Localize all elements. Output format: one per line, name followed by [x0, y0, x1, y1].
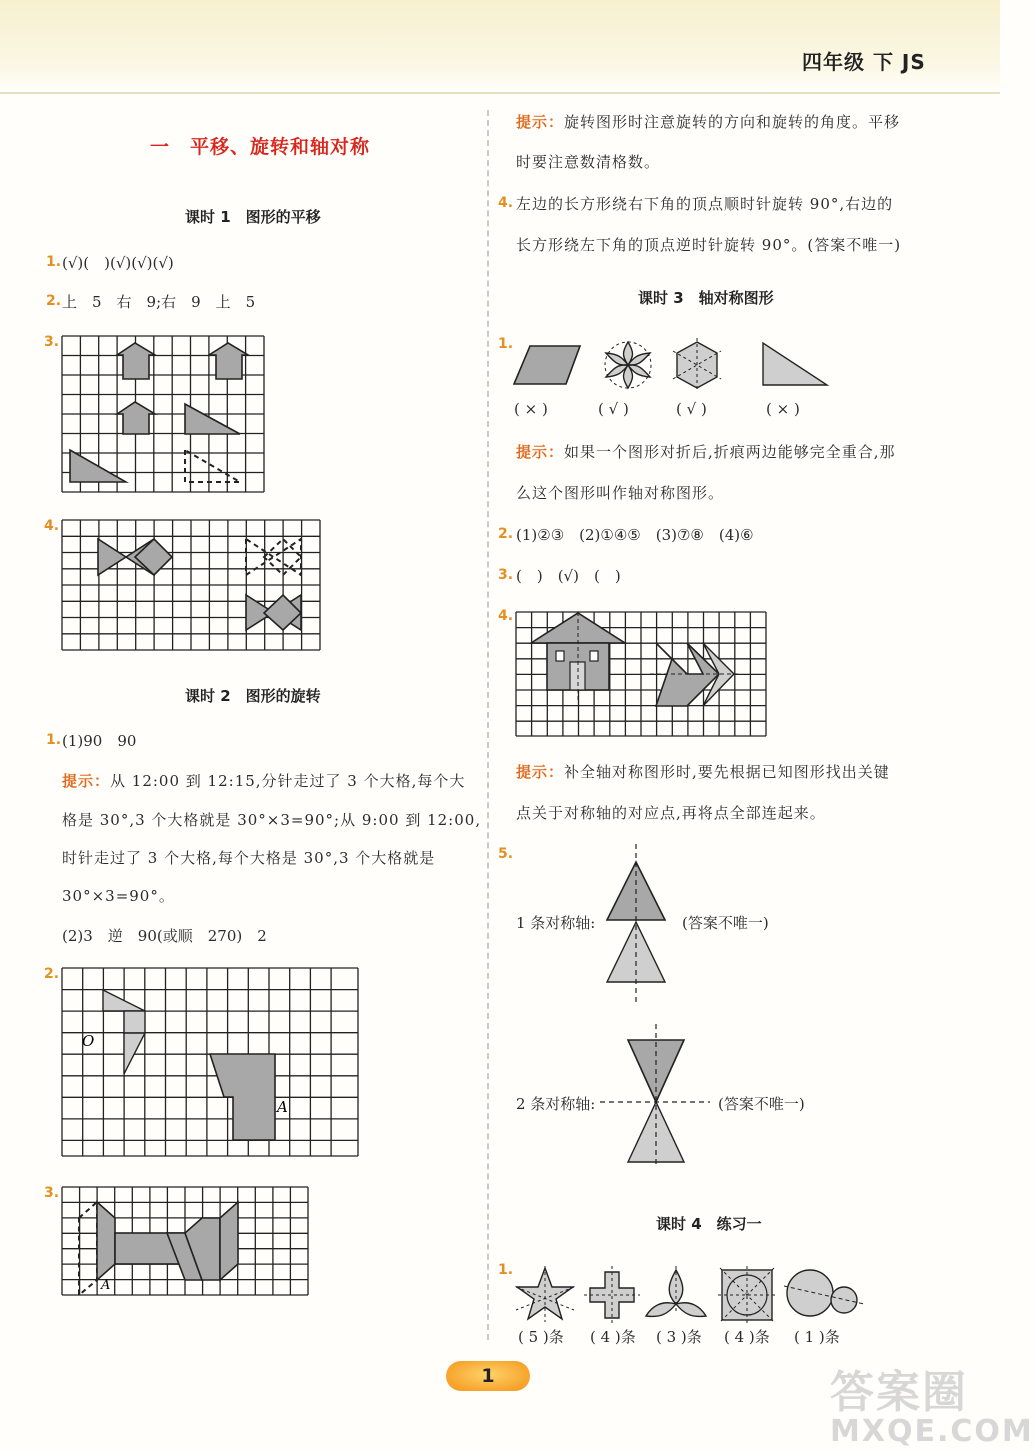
hint-line-2: 时要注意数清格数。: [516, 153, 661, 171]
triangle-dashed: [185, 450, 240, 482]
leaf-shape: [646, 1266, 706, 1317]
flower-shape: [605, 342, 651, 388]
l3-q1-shapes: [510, 338, 835, 396]
one-axis-label: 1 条对称轴:: [516, 914, 596, 932]
grid-lines: [62, 520, 320, 650]
not-unique-note: (答案不唯一): [682, 914, 769, 932]
l1-q2-answer: 上 5 右 9;右 9 上 5: [62, 293, 256, 311]
parallelogram-shape: [514, 346, 580, 384]
arrow-shape: [117, 343, 155, 379]
parallelogram-shape: [220, 1202, 238, 1280]
hint-line-1: [516, 763, 890, 781]
two-axes-label: 2 条对称轴:: [516, 1095, 596, 1113]
l3-q5-two-axes-figure: [598, 1022, 712, 1170]
parallelogram-shape: [97, 1202, 115, 1280]
hint-line-1: [62, 772, 465, 790]
hint-text: 从 12:00 到 12:15,分针走过了 3 个大格,每个大: [110, 772, 466, 790]
hint-line-2: 格是 30°,3 个大格就是 30°×3=90°;从 9:00 到 12:00,: [62, 811, 482, 829]
point-label-A: A: [101, 1278, 111, 1293]
check-mark: ( √ ): [676, 400, 707, 418]
not-unique-note: (答案不唯一): [718, 1095, 805, 1113]
watermark-line-2: MXQE.COM: [830, 1414, 1034, 1449]
check-mark: ( × ): [514, 400, 548, 418]
header-rule: [0, 92, 1000, 94]
axis-count: ( 5 )条: [518, 1328, 564, 1346]
hint-label: 提示：: [516, 763, 565, 781]
l2-q1-part2: (2)3 逆 90(或顺 270) 2: [62, 927, 267, 945]
axis-count: ( 1 )条: [794, 1328, 840, 1346]
square-shape: [718, 1266, 776, 1324]
q-number: 4.: [498, 608, 514, 624]
check-mark: ( √ ): [598, 400, 629, 418]
q-number: 2.: [46, 293, 62, 309]
hint-line-2: 么这个图形叫作轴对称图形。: [516, 484, 725, 502]
point-label-O: O: [82, 1032, 95, 1050]
chapter-title: 一 平移、旋转和轴对称: [150, 136, 371, 158]
triangle-shape: [763, 343, 827, 385]
q-number: 3.: [44, 334, 60, 350]
q-number: 1.: [498, 336, 514, 352]
watermark-line-1: 答案圈: [830, 1367, 968, 1418]
hint-line-1: [516, 113, 900, 131]
hint-line-3: 时针走过了 3 个大格,每个大格是 30°,3 个大格就是: [62, 849, 436, 867]
hint-text: 补全轴对称图形时,要先根据已知图形找出关键: [564, 763, 890, 781]
l2-q3-grid: [60, 1185, 310, 1297]
lesson-4-heading: 课时 4 练习一: [656, 1215, 762, 1233]
hint-text: 如果一个图形对折后,折痕两边能够完全重合,那: [564, 443, 896, 461]
l3-q3-answer: ( ) (√) ( ): [516, 567, 621, 585]
check-mark: ( × ): [766, 400, 800, 418]
star-shape: [516, 1266, 574, 1322]
hint-text: 旋转图形时注意旋转的方向和旋转的角度。平移: [564, 113, 901, 131]
hexagon-shape: [673, 338, 721, 392]
l1-q1-answer: (√)( )(√)(√)(√): [62, 254, 174, 272]
l1-q3-translation-grid: [60, 334, 266, 494]
l2-q4-line-2: 长方形绕左下角的顶点逆时针旋转 90°。(答案不唯一): [516, 236, 902, 254]
circles-shape: [784, 1270, 864, 1316]
axis-count: ( 3 )条: [656, 1328, 702, 1346]
cross-shape: [584, 1266, 640, 1324]
arrow-shape: [209, 343, 248, 379]
point-label-A: A: [277, 1098, 288, 1116]
l2-q4-line-1: 左边的长方形绕右下角的顶点顺时针旋转 90°,右边的: [516, 195, 894, 213]
lesson-3-heading: 课时 3 轴对称图形: [638, 289, 774, 307]
hint-line-2: 点关于对称轴的对应点,再将点全部连起来。: [516, 804, 826, 822]
hint-label: 提示：: [516, 443, 565, 461]
lesson-2-heading: 课时 2 图形的旋转: [185, 687, 321, 705]
column-divider: [487, 110, 489, 1340]
house-shape: [531, 612, 625, 702]
l3-q5-one-axis-figure: [590, 840, 680, 1010]
q-number: 5.: [498, 846, 514, 862]
rect-shape: [124, 1011, 145, 1033]
q-number: 4.: [44, 518, 60, 534]
l2-q1-part1: (1)90 90: [62, 732, 137, 750]
q-number: 2.: [44, 966, 60, 982]
triangle-shape: [124, 1033, 145, 1074]
q-number: 3.: [44, 1185, 60, 1201]
arrow-shape: [117, 402, 155, 434]
watermark-logo: [830, 1356, 1034, 1449]
hint-label: 提示：: [62, 772, 111, 790]
l4-q1-shapes: [514, 1266, 866, 1328]
hint-label: 提示：: [516, 113, 565, 131]
q-number: 4.: [498, 195, 514, 211]
l2-q2-rotation-grid: [60, 966, 360, 1158]
triangle-shape: [185, 404, 240, 434]
l1-q4-grid: [60, 518, 322, 652]
q-number: 3.: [498, 567, 514, 583]
q-number: 2.: [498, 526, 514, 542]
hint-line-4: 30°×3=90°。: [62, 887, 175, 905]
q-number: 1.: [498, 1262, 514, 1278]
axis-count: ( 4 )条: [590, 1328, 636, 1346]
lesson-1-heading: 课时 1 图形的平移: [185, 208, 321, 226]
q-number: 1.: [46, 254, 62, 270]
page-number: 1: [446, 1361, 530, 1391]
grade-label: 四年级 下 JS: [802, 50, 926, 74]
axis-count: ( 4 )条: [724, 1328, 770, 1346]
l3-q2-answer: (1)②③ (2)①④⑤ (3)⑦⑧ (4)⑥: [516, 526, 754, 544]
q-number: 1.: [46, 732, 62, 748]
dashed-bowtie: [246, 539, 301, 575]
diamond-shape: [135, 539, 172, 575]
hint-line-1: [516, 443, 896, 461]
l3-q4-grid: [514, 610, 768, 738]
